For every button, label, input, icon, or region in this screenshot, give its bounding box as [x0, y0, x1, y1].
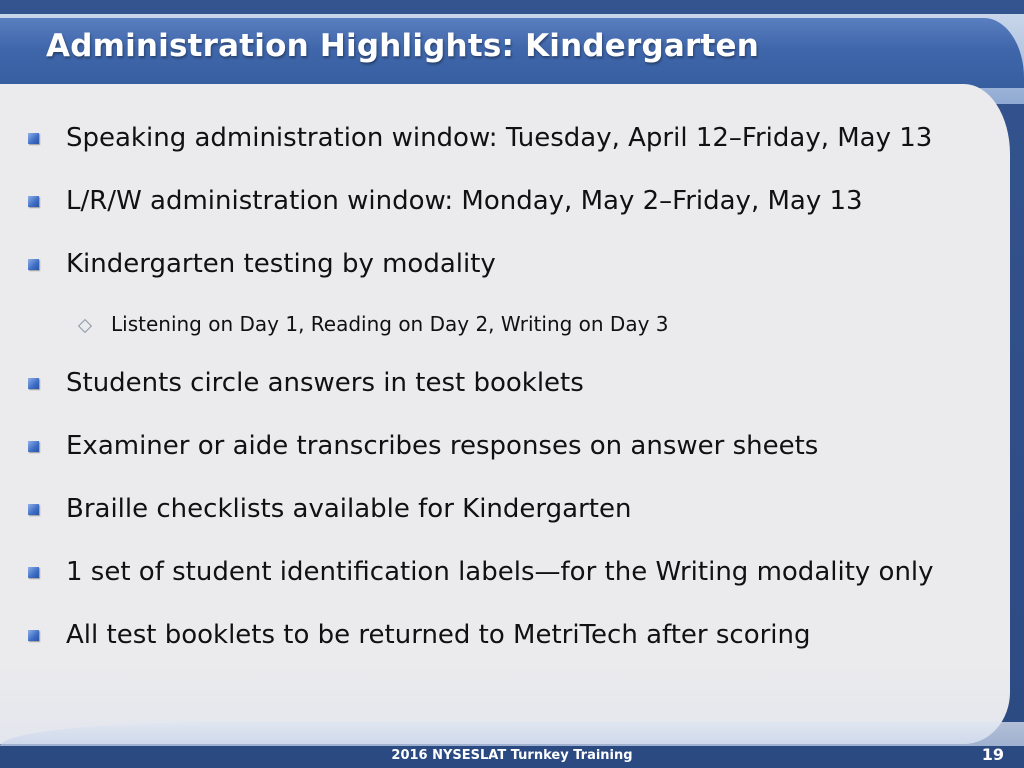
- square-bullet-icon: [28, 567, 39, 578]
- bullet-text: Examiner or aide transcribes responses on answer sheets: [66, 431, 819, 461]
- bullet-text: 1 set of student identification labels—for the Writing modality only: [66, 557, 934, 587]
- bullet-text: All test booklets to be returned to MetriTech after scoring: [66, 620, 811, 650]
- bullet-text: L/R/W administration window: Monday, May 2–Friday, May 13: [66, 186, 863, 216]
- content-panel: [0, 84, 1010, 744]
- square-bullet-icon: [28, 196, 39, 207]
- bullet-text: Kindergarten testing by modality: [66, 249, 496, 279]
- footer-swoosh: [0, 722, 1024, 746]
- diamond-bullet-icon: [78, 319, 92, 333]
- page-number: 19: [981, 745, 1004, 764]
- square-bullet-icon: [28, 441, 39, 452]
- square-bullet-icon: [28, 630, 39, 641]
- square-bullet-icon: [28, 259, 39, 270]
- sub-bullet-text: Listening on Day 1, Reading on Day 2, Writing on Day 3: [111, 312, 669, 336]
- bullet-text: Braille checklists available for Kindergarten: [66, 494, 632, 524]
- bullet-text: Students circle answers in test booklets: [66, 368, 584, 398]
- bullet-text: Speaking administration window: Tuesday, April 12–Friday, May 13: [66, 123, 933, 153]
- footer-label: 2016 NYSESLAT Turnkey Training: [391, 748, 633, 763]
- square-bullet-icon: [28, 504, 39, 515]
- slide-title: Administration Highlights: Kindergarten: [46, 28, 760, 64]
- square-bullet-icon: [28, 378, 39, 389]
- square-bullet-icon: [28, 133, 39, 144]
